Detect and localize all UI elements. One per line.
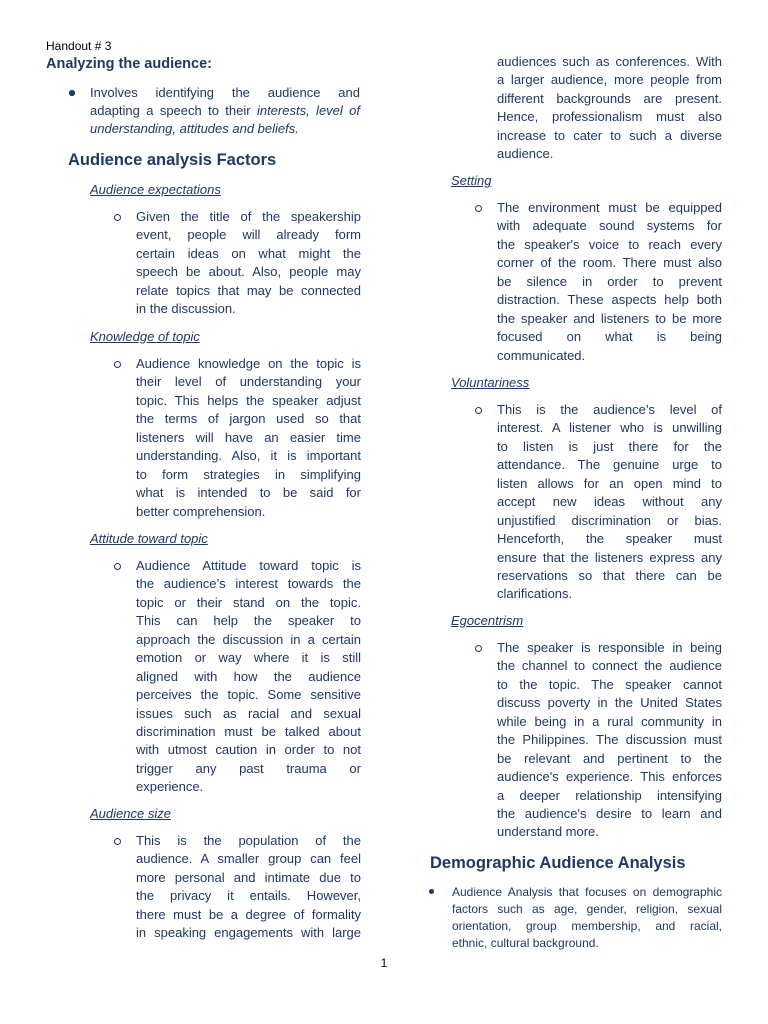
text-line: the audience's desire to learn and [497,805,722,821]
text-line: topic. This helps the speaker adjust [136,392,361,408]
page-number: 1 [380,956,388,970]
text-line: factors such as age, gender, religion, sexual [452,902,722,916]
text-line: Involves identifying the audience and [90,85,360,100]
text-line: corner of the room. There must also [497,255,722,271]
factor-paragraph [497,199,722,365]
intro-bullet-text [90,84,360,139]
text-line: audience. A smaller group can feel [136,851,361,867]
text-line: listen allows for an open mind to [497,475,722,491]
bullet-dot-icon [69,90,75,96]
text-line: issues such as racial and sexual [136,705,361,721]
text-line: the speaker's voice to reach every [497,236,722,252]
bullet-circle-icon [475,645,482,652]
text-line: This is the population of the [136,833,361,848]
factor-paragraph [136,208,361,319]
text-line: there must be a degree of formality [136,906,361,922]
text-line: Hence, professionalism must also [497,109,722,125]
text-line: experience. [136,779,204,795]
text-line: different backgrounds are present. [497,90,722,106]
text-line: to listen is just there for the [497,438,722,454]
text-line: the channel to connect the audience [497,658,722,674]
factor-title: Audience expectations [90,182,221,197]
factor-paragraph [136,557,361,797]
text-line: orientation, group membership, and racial, [452,919,722,933]
bullet-circle-icon [114,838,121,845]
text-line: the speaker and listeners to be more [497,310,722,326]
bullet-circle-icon [114,563,121,570]
text-line: clarifications. [497,586,573,602]
text-line: in the discussion. [136,301,236,317]
factor-paragraph-continued [497,53,722,164]
text-line: Given the title of the speakership [136,209,361,224]
text-line: in speaking engagements with large [136,925,361,941]
factor-paragraph [136,832,361,943]
text-line: discuss poverty in the United States [497,695,722,711]
text-line: discrimination must be talked about [136,723,361,739]
factor-paragraph [497,639,722,842]
text-line: the terms of jargon used so that [136,411,361,427]
text-line: distraction. These aspects help both [497,292,722,308]
text-line: emotion or way where it is still [136,650,361,666]
text-line: accept new ideas without any [497,494,722,510]
text-line: a deeper relationship intensifying [497,787,722,803]
text-line: aligned with how the audience [136,668,361,684]
text-line: This is the audience’s level of [497,402,722,417]
text-line: topic or their stand on the topic. [136,594,361,610]
section-heading-analyzing: Analyzing the audience: [46,56,212,72]
text-line: audience's experience. This enforces [497,769,722,785]
text-line: audiences such as conferences. With [497,54,722,69]
text-line: attendance. The genuine urge to [497,457,722,473]
text-line: unjustified discrimination or bias. [497,512,722,528]
text-line: better comprehension. [136,503,266,519]
text-line: communicated. [497,347,586,363]
text-line: with adequate sound systems for [497,218,722,234]
bullet-circle-icon [475,205,482,212]
text-line: This can help the speaker to [136,613,361,629]
text-line: the privacy it entails. However, [136,888,361,904]
text-line: more personal and intimate due to [136,869,361,885]
text-line: be silence in order to prevent [497,273,722,289]
text-line: understand more. [497,824,599,840]
text-line: listeners will have an easier time [136,429,361,445]
text-line: focused on what is being [497,329,722,345]
emphasis-text: understanding, attitudes and beliefs. [90,121,299,137]
text-line: their level of understanding your [136,374,361,390]
text-line: interest. A listener who is unwilling [497,420,722,436]
text-line: trigger any past trauma or [136,760,361,776]
text-line: the audience’s interest towards the [136,576,361,592]
text-line: increase to cater to such a diverse [497,127,722,143]
text-line: with utmost caution in order to not [136,742,361,758]
section-heading-demographic: Demographic Audience Analysis [430,854,686,872]
text-line: speech be about. Also, people may [136,264,361,280]
factor-paragraph [497,401,722,604]
bullet-circle-icon [475,407,482,414]
section-heading-factors: Audience analysis Factors [68,151,277,169]
text-span: adapting a speech to their [90,103,251,119]
text-line: a larger audience, more people from [497,72,722,88]
bullet-circle-icon [114,361,121,368]
text-line: Audience knowledge on the topic is [136,356,361,371]
text-line: event, people will already form [136,227,361,243]
demographic-bullet-text [452,884,722,952]
factor-title: Voluntariness [451,375,530,390]
text-line: approach the discussion in a certain [136,631,361,647]
text-line: The speaker is responsible in being [497,640,722,655]
factor-title: Knowledge of topic [90,329,200,344]
text-line: audience. [497,146,554,162]
handout-label: Handout # 3 [46,39,112,53]
bullet-dot-icon [429,889,434,894]
text-line [90,120,360,138]
text-line: the Philippines. The discussion must [497,732,722,748]
factor-title: Setting [451,173,492,188]
text-line: ethnic, cultural background. [452,936,599,950]
text-line: to form strategies in simplifying [136,466,361,482]
text-line: The environment must be equipped [497,200,722,215]
bullet-circle-icon [114,214,121,221]
text-line: ensure that the listeners express any [497,549,722,565]
text-line: reservations so that there can be [497,567,722,583]
text-line: certain ideas on what might the [136,245,361,261]
text-line: while being in a rural community in [497,713,722,729]
text-line: Henceforth, the speaker must [497,531,722,547]
factor-paragraph [136,355,361,521]
factor-title: Audience size [90,806,171,821]
text-line: Audience Analysis that focuses on demographic [452,885,722,899]
text-line: relate topics that may be connected [136,282,361,298]
text-line [90,102,360,120]
text-line: perceives the topic. Some sensitive [136,687,361,703]
text-line: Audience Attitude toward topic is [136,558,361,573]
factor-title: Egocentrism [451,613,524,628]
text-line: to the topic. The speaker cannot [497,676,722,692]
emphasis-text: interests, level of [256,103,360,119]
text-line: be relevant and pertinent to the [497,750,722,766]
factor-title: Attitude toward topic [90,531,208,546]
text-line: what is intended to be said for [136,485,361,501]
text-line: understanding. Also, it is important [136,448,361,464]
